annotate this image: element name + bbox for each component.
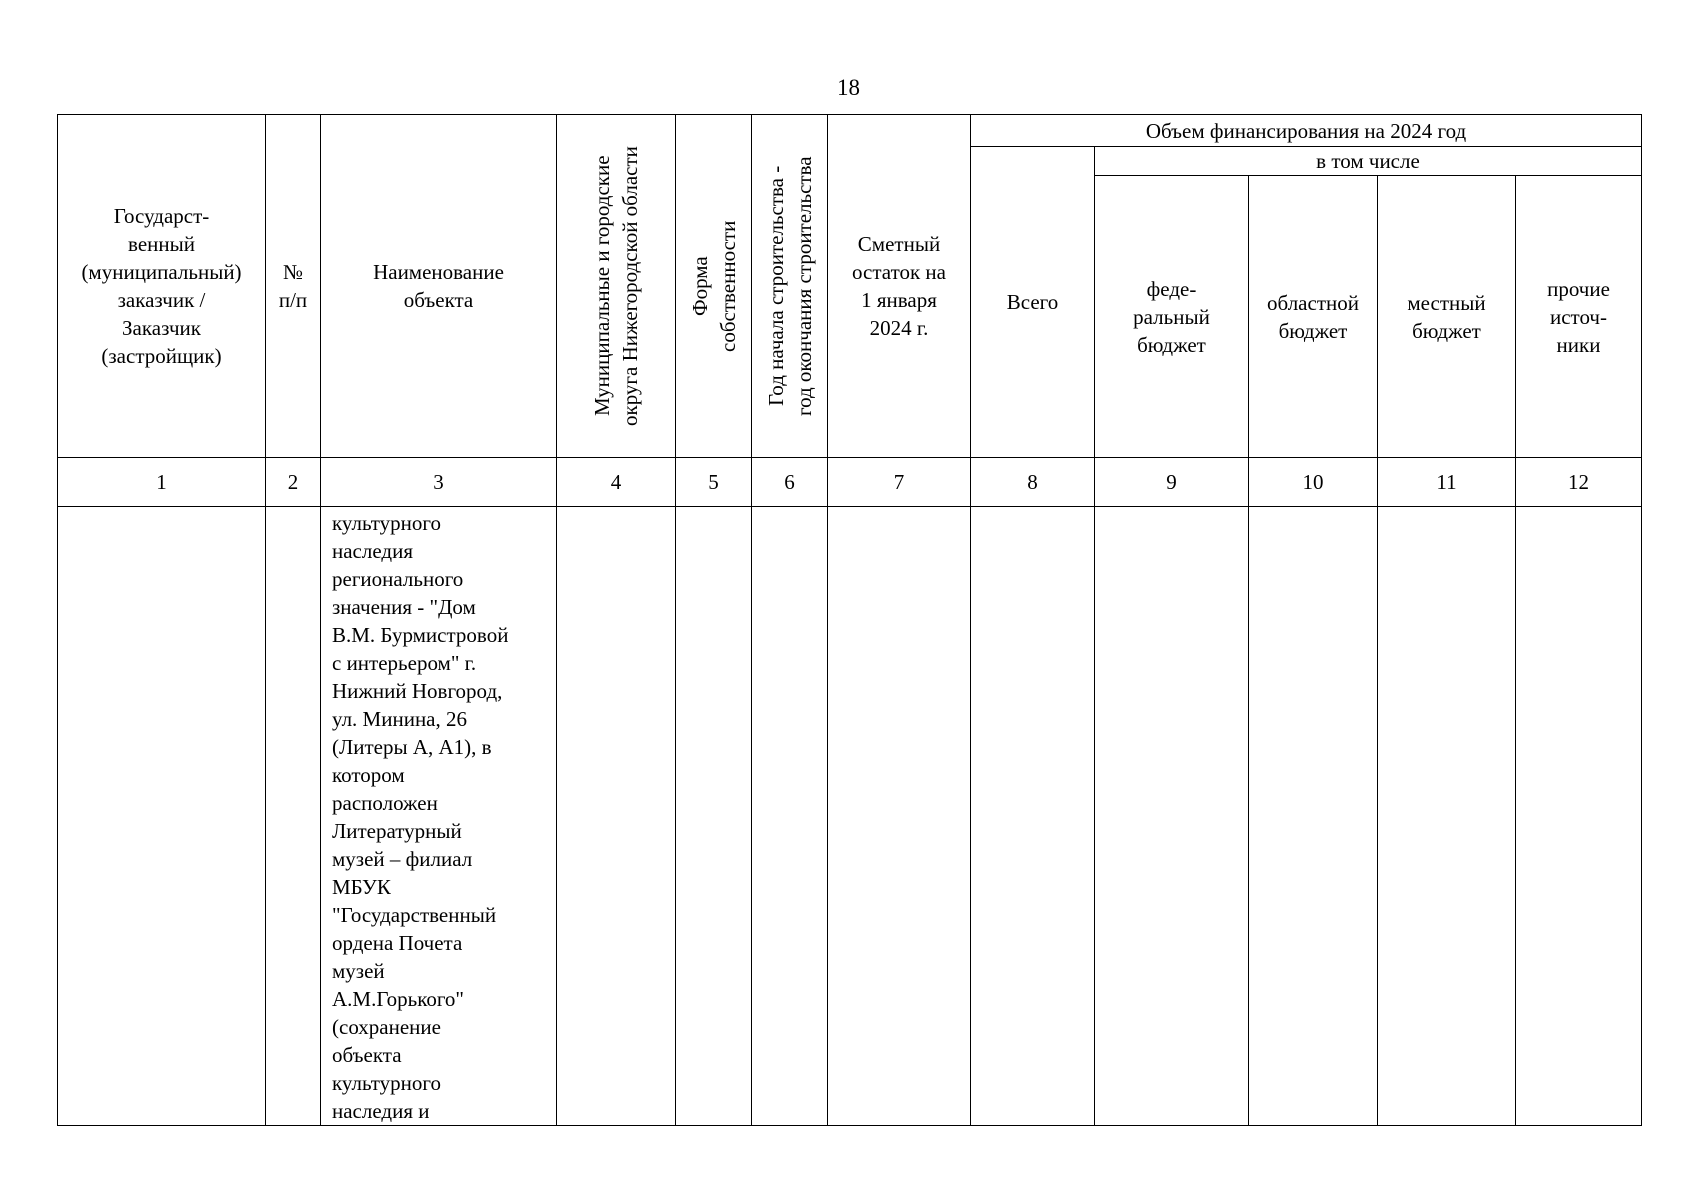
header-municipal-district-label: Муниципальные и городские округа Нижегородской области [590,146,642,426]
header-municipal-district [557,115,676,458]
row-item-number [266,507,321,1126]
column-number: 4 [557,458,676,507]
row-ownership-form [676,507,752,1126]
row-total [971,507,1095,1126]
capital-construction-financing-table [57,114,1642,1126]
column-number: 6 [752,458,828,507]
row-other-sources [1516,507,1642,1126]
header-local-budget: местный бюджет [1378,176,1516,458]
row-local-budget [1378,507,1516,1126]
table-row [58,507,1642,1126]
header-including: в том числе [1095,147,1642,176]
header-construction-years-label: Год начала строительства - год окончания строительства [763,156,816,416]
column-number: 11 [1378,458,1516,507]
header-construction-years [752,115,828,458]
header-ownership-form-label: Форма собственности [687,220,740,352]
column-number: 3 [321,458,557,507]
header-item-number: № п/п [266,115,321,458]
header-federal-budget: феде- ральный бюджет [1095,176,1249,458]
row-regional-budget [1249,507,1378,1126]
header-customer: Государст- венный (муниципальный) заказчик / Заказчик (застройщик) [58,115,266,458]
column-number: 10 [1249,458,1378,507]
column-number-row [58,458,1642,507]
row-federal-budget [1095,507,1249,1126]
row-municipal-district [557,507,676,1126]
row-customer [58,507,266,1126]
row-construction-years [752,507,828,1126]
header-other-sources: прочие источ- ники [1516,176,1642,458]
column-number: 1 [58,458,266,507]
column-number: 8 [971,458,1095,507]
row-estimate-balance [828,507,971,1126]
header-estimate-balance: Сметный остаток на 1 января 2024 г. [828,115,971,458]
column-number: 2 [266,458,321,507]
header-row-1 [58,115,1642,147]
column-number: 5 [676,458,752,507]
column-number: 12 [1516,458,1642,507]
row-object-name-text: культурного наследия регионального значения - "Дом В.М. Бурмистровой с интерьером" г. Нижний Новгород, ул. Минина, 26 (Литеры А, А1), в котором расположен Литературный музей – филиал МБУК "Государственный ордена Почета музей А.М.Горького" (сохранение объекта культурного наследия и [332,511,509,1123]
header-financing-2024: Объем финансирования на 2024 год [971,115,1642,147]
header-total: Всего [971,147,1095,458]
page-number: 18 [837,75,860,100]
column-number: 9 [1095,458,1249,507]
header-object-name: Наименование объекта [321,115,557,458]
header-ownership-form [676,115,752,458]
row-object-name [321,507,557,1126]
column-number: 7 [828,458,971,507]
header-regional-budget: областной бюджет [1249,176,1378,458]
